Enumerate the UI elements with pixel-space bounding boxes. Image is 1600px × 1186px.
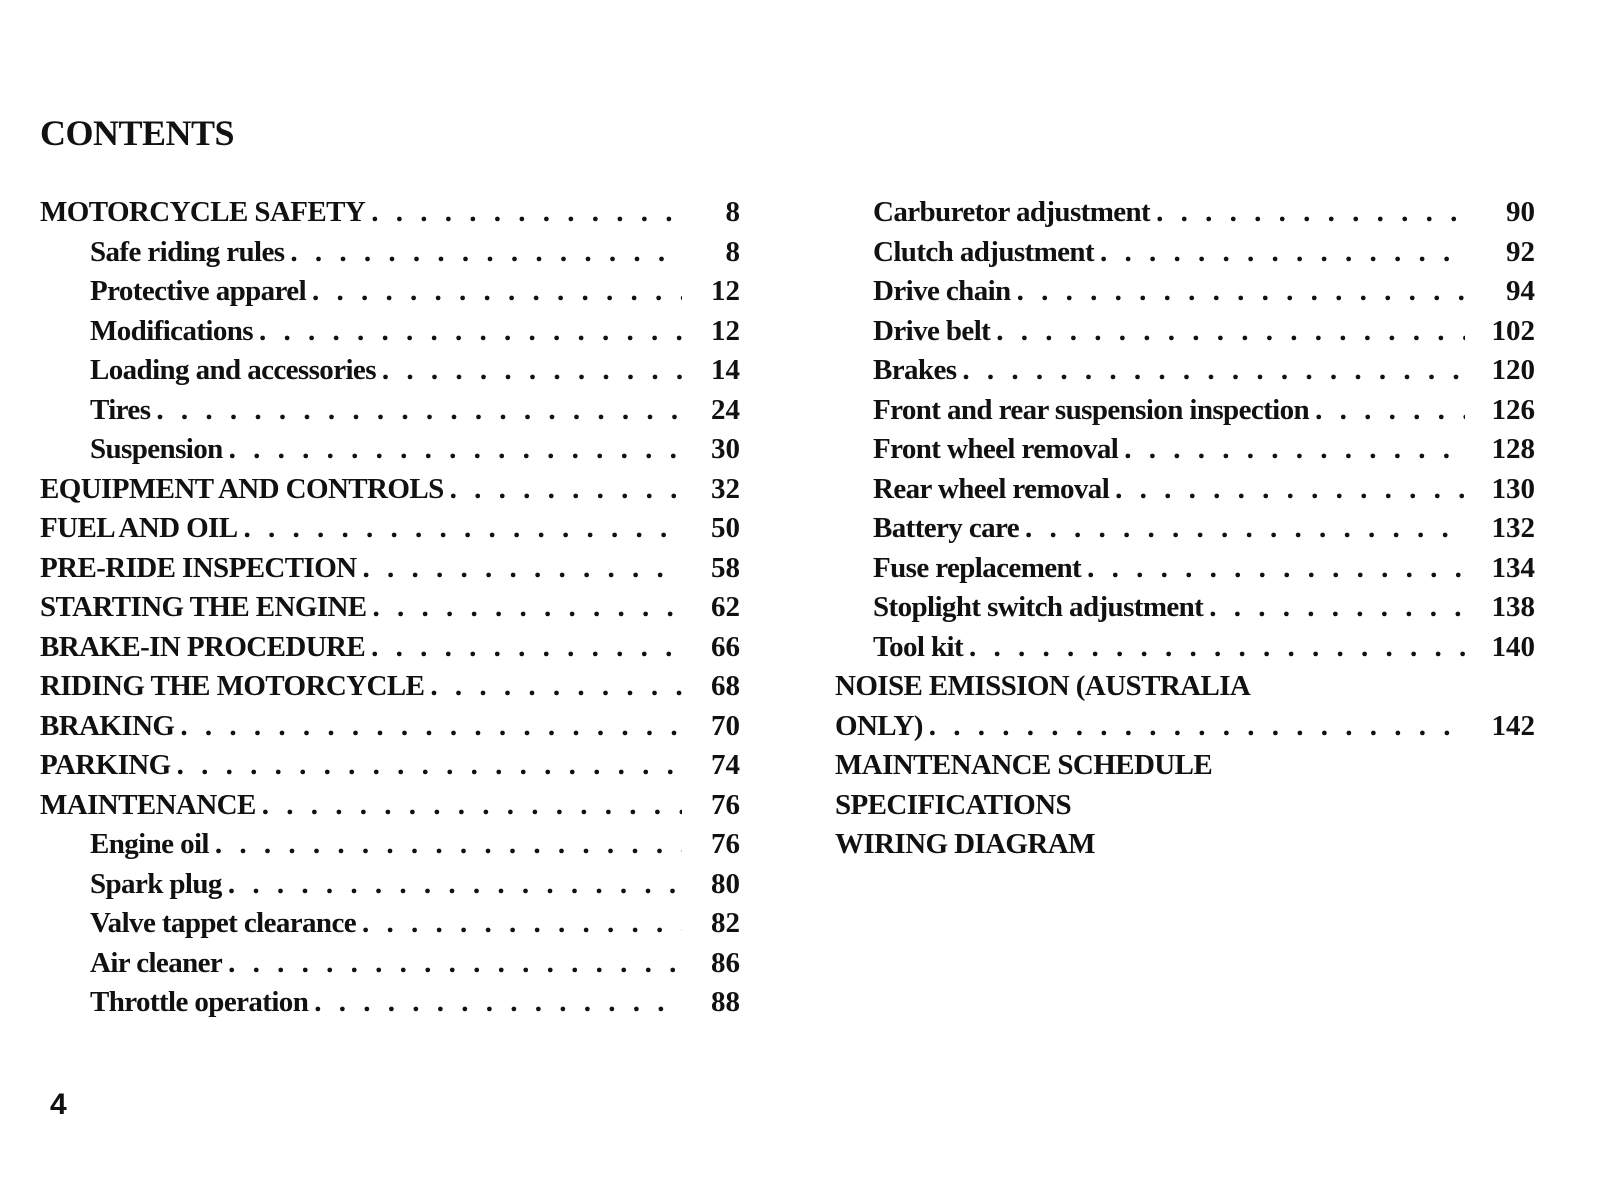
toc-dot-leader — [215, 828, 682, 861]
toc-entry-label: Brakes — [873, 354, 957, 386]
toc-entry-label: Front wheel removal — [873, 433, 1119, 465]
toc-entry-label: NOISE EMISSION (AUSTRALIA — [835, 670, 1251, 702]
toc-entry-page: 8 — [725, 196, 740, 228]
toc-dot-leader — [969, 631, 1465, 664]
toc-dot-leader — [314, 986, 682, 1019]
toc-entry-page: 66 — [711, 630, 740, 663]
toc-entry-page: 74 — [711, 749, 740, 781]
toc-dot-leader — [373, 591, 682, 624]
toc-entry-label: MAINTENANCE — [40, 788, 256, 821]
toc-entry-label: PRE-RIDE INSPECTION — [40, 551, 357, 584]
toc-entry[interactable] — [40, 552, 740, 592]
toc-entry-label: Safe riding rules — [90, 235, 285, 268]
toc-dot-leader — [1017, 275, 1465, 308]
toc-entry[interactable] — [835, 828, 1535, 868]
toc-entry-page: 120 — [1491, 354, 1535, 386]
toc-entry-label: MOTORCYCLE SAFETY — [40, 196, 366, 228]
toc-entry-label: Tires — [90, 393, 151, 426]
toc-entry-page: 134 — [1491, 551, 1535, 584]
toc-entry-label: BRAKING — [40, 709, 175, 742]
toc-dot-leader — [180, 710, 682, 743]
toc-entry[interactable] — [40, 394, 740, 434]
toc-entry[interactable] — [40, 710, 740, 750]
toc-dot-leader — [962, 354, 1465, 387]
toc-entry-label: Rear wheel removal — [873, 472, 1110, 505]
toc-entry[interactable] — [40, 868, 740, 908]
toc-dot-leader — [362, 907, 682, 940]
toc-dot-leader — [243, 512, 682, 545]
toc-entry[interactable] — [40, 512, 740, 552]
toc-entry-page: 130 — [1491, 472, 1535, 505]
toc-entry-page: 76 — [711, 828, 740, 860]
toc-entry[interactable] — [835, 196, 1535, 236]
toc-entry-page: 132 — [1491, 512, 1535, 544]
toc-entry[interactable] — [835, 512, 1535, 552]
toc-entry[interactable] — [835, 315, 1535, 355]
toc-entry-page: 90 — [1506, 196, 1535, 228]
toc-dot-leader — [177, 749, 682, 782]
toc-entry-label: Protective apparel — [90, 275, 307, 307]
toc-entry-page: 102 — [1491, 314, 1535, 347]
toc-entry[interactable] — [40, 315, 740, 355]
toc-dot-leader — [371, 631, 682, 664]
toc-entry[interactable] — [40, 947, 740, 987]
toc-entry-label: Stoplight switch adjustment — [873, 591, 1204, 623]
toc-dot-leader — [363, 552, 682, 585]
toc-dot-leader — [1156, 196, 1465, 229]
toc-entry-page: 126 — [1491, 393, 1535, 426]
toc-dot-leader — [1087, 552, 1465, 585]
toc-entry-label: Carburetor adjustment — [873, 196, 1151, 228]
toc-entry[interactable] — [835, 710, 1535, 750]
page-title: CONTENTS — [40, 113, 235, 153]
toc-entry[interactable] — [40, 473, 740, 513]
toc-entry[interactable] — [835, 275, 1535, 315]
toc-dot-leader — [290, 236, 682, 269]
toc-entry-page: 50 — [711, 512, 740, 544]
page-number: 4 — [50, 1088, 67, 1121]
toc-entry[interactable] — [835, 354, 1535, 394]
toc-entry-page: 62 — [711, 591, 740, 623]
toc-entry-page: 82 — [711, 907, 740, 939]
toc-entry-page: 32 — [711, 472, 740, 505]
toc-entry[interactable] — [835, 394, 1535, 434]
toc-entry-label: ONLY) — [835, 709, 923, 742]
toc-entry[interactable] — [835, 789, 1535, 829]
toc-entry-page: 68 — [711, 670, 740, 702]
toc-entry[interactable] — [40, 749, 740, 789]
toc-dot-leader — [996, 315, 1465, 348]
toc-entry[interactable] — [40, 789, 740, 829]
toc-entry-label: PARKING — [40, 749, 171, 781]
toc-entry-page: 88 — [711, 986, 740, 1018]
toc-entry-label: Loading and accessories — [90, 354, 376, 386]
toc-entry-label: Throttle operation — [90, 986, 309, 1018]
toc-entry-label: Fuse replacement — [873, 551, 1082, 584]
toc-entry-label: Drive chain — [873, 275, 1011, 307]
toc-entry-label: STARTING THE ENGINE — [40, 591, 367, 623]
toc-entry-page: 24 — [711, 393, 740, 426]
toc-entry-label: Battery care — [873, 512, 1020, 544]
toc-entry-label: SPECIFICATIONS — [835, 788, 1072, 821]
toc-dot-leader — [1100, 236, 1465, 269]
toc-dot-leader — [229, 433, 682, 466]
toc-entry-page: 128 — [1491, 433, 1535, 465]
toc-entry-label: Front and rear suspension inspection — [873, 393, 1310, 426]
toc-dot-leader — [430, 670, 682, 703]
toc-entry-page: 14 — [711, 354, 740, 386]
toc-entry-label: Spark plug — [90, 867, 222, 900]
toc-entry[interactable] — [835, 631, 1535, 671]
toc-entry-label: MAINTENANCE SCHEDULE — [835, 749, 1213, 781]
toc-entry[interactable] — [40, 236, 740, 276]
toc-dot-leader — [1124, 433, 1465, 466]
toc-entry[interactable] — [835, 473, 1535, 513]
toc-entry[interactable] — [835, 433, 1535, 473]
toc-entry-label: RIDING THE MOTORCYCLE — [40, 670, 425, 702]
toc-entry-label: BRAKE-IN PROCEDURE — [40, 630, 366, 663]
toc-entry[interactable] — [835, 670, 1535, 710]
toc-dot-leader — [1115, 473, 1465, 506]
toc-entry-label: EQUIPMENT AND CONTROLS — [40, 472, 444, 505]
toc-left-column — [40, 196, 740, 1026]
toc-entry-page: 94 — [1506, 275, 1535, 307]
toc-dot-leader — [371, 196, 682, 229]
toc-entry-label: Air cleaner — [90, 946, 223, 979]
toc-entry[interactable] — [40, 196, 740, 236]
toc-entry-label: Drive belt — [873, 314, 991, 347]
toc-entry-label: Modifications — [90, 314, 253, 347]
toc-entry-page: 142 — [1491, 709, 1535, 742]
toc-entry-label: Clutch adjustment — [873, 235, 1095, 268]
toc-entry[interactable] — [40, 275, 740, 315]
toc-entry-label: Valve tappet clearance — [90, 907, 356, 939]
toc-entry-page: 80 — [711, 867, 740, 900]
toc-entry-page: 30 — [711, 433, 740, 465]
toc-dot-leader — [228, 947, 682, 980]
toc-entry[interactable] — [40, 354, 740, 394]
toc-entry-label: Tool kit — [873, 630, 964, 663]
toc-entry[interactable] — [40, 631, 740, 671]
toc-entry-page: 140 — [1491, 630, 1535, 663]
toc-entry-label: Suspension — [90, 433, 223, 465]
toc-dot-leader — [156, 394, 682, 427]
toc-entry[interactable] — [40, 670, 740, 710]
toc-dot-leader — [262, 789, 682, 822]
toc-entry[interactable] — [835, 552, 1535, 592]
toc-entry[interactable] — [40, 986, 740, 1026]
toc-entry[interactable] — [40, 907, 740, 947]
toc-dot-leader — [929, 710, 1465, 743]
toc-entry[interactable] — [40, 591, 740, 631]
toc-entry[interactable] — [40, 828, 740, 868]
toc-entry-label: WIRING DIAGRAM — [835, 828, 1095, 860]
toc-entry[interactable] — [40, 433, 740, 473]
toc-dot-leader — [1025, 512, 1465, 545]
toc-entry-page: 86 — [711, 946, 740, 979]
toc-right-column — [835, 196, 1535, 868]
toc-dot-leader — [1315, 394, 1465, 427]
toc-entry[interactable] — [835, 591, 1535, 631]
toc-dot-leader — [259, 315, 682, 348]
toc-entry-page: 8 — [725, 235, 740, 268]
toc-entry[interactable] — [835, 749, 1535, 789]
toc-entry-page: 12 — [711, 314, 740, 347]
toc-entry-page: 138 — [1491, 591, 1535, 623]
toc-dot-leader — [312, 275, 682, 308]
toc-entry-page: 12 — [711, 275, 740, 307]
toc-dot-leader — [228, 868, 682, 901]
toc-dot-leader — [1209, 591, 1465, 624]
toc-entry-page: 58 — [711, 551, 740, 584]
toc-entry-page: 92 — [1506, 235, 1535, 268]
toc-entry-page: 76 — [711, 788, 740, 821]
toc-entry-label: Engine oil — [90, 828, 209, 860]
toc-entry[interactable] — [835, 236, 1535, 276]
toc-dot-leader — [382, 354, 682, 387]
toc-entry-page: 70 — [711, 709, 740, 742]
toc-dot-leader — [450, 473, 682, 506]
toc-entry-label: FUEL AND OIL — [40, 512, 238, 544]
